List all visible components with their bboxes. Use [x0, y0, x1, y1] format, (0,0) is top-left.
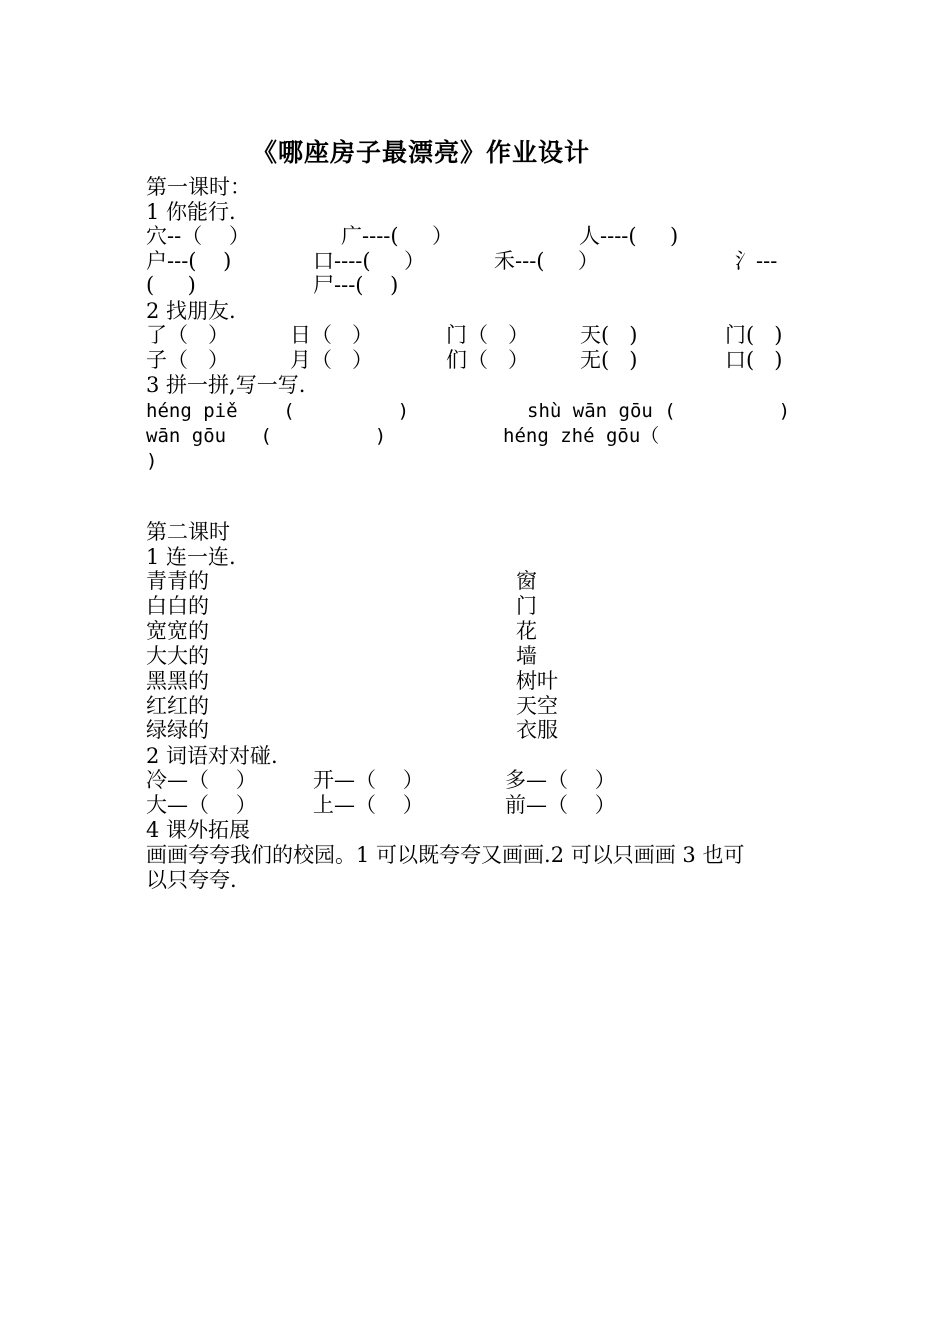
document-title: 《哪座房子最漂亮》作业设计 [252, 138, 591, 167]
lesson1-q2-label: 2 找朋友. [146, 299, 236, 323]
q3-pinyin-item: héng zhé gōu（ [503, 425, 660, 447]
antonym-item: 冷—（ ） [146, 768, 257, 792]
match-left-item: 绿绿的 [146, 718, 209, 742]
match-right-item: 门 [516, 594, 537, 618]
match-left-item: 黑黑的 [146, 669, 209, 693]
q2-item: 们（ ） [446, 348, 530, 372]
q3-pinyin-item: wān gōu ( ) [146, 425, 387, 447]
match-right-item: 花 [516, 619, 537, 643]
antonym-item: 上—（ ） [313, 793, 424, 817]
q1-item-kou: 口----( ） [313, 249, 425, 273]
q2-item: 日（ ） [290, 323, 374, 347]
match-right-item: 树叶 [516, 669, 558, 693]
lesson1-q3-label: 3 拼一拼,写一写. [146, 373, 306, 397]
match-left-item: 白白的 [146, 594, 209, 618]
q2-item: 了（ ） [146, 323, 230, 347]
match-left-item: 红红的 [146, 694, 209, 718]
antonym-item: 前—（ ） [505, 793, 616, 817]
match-left-item: 青青的 [146, 569, 209, 593]
lesson2-q1-label: 1 连一连. [146, 545, 236, 569]
q2-item: 子（ ） [146, 348, 230, 372]
q2-item: 天( ) [580, 323, 638, 347]
q1-item-shui-blank: ( ) [146, 273, 196, 297]
q2-item: 门( ) [725, 323, 783, 347]
q3-pinyin-item: shù wān gōu ( ) [527, 400, 791, 422]
q2-item: 无( ) [580, 348, 638, 372]
q1-item-hu: 户---( ) [146, 249, 232, 273]
q1-item-shi: 尸---( ) [313, 273, 399, 297]
match-left-item: 大大的 [146, 644, 209, 668]
lesson2-q4-label: 4 课外拓展 [146, 818, 251, 842]
lesson1-q1-label: 1 你能行. [146, 200, 236, 224]
match-right-item: 墙 [516, 644, 537, 668]
q2-item: 门（ ） [446, 323, 530, 347]
q2-item: 口( ) [725, 348, 783, 372]
q1-item-shui: 氵--- [735, 249, 778, 273]
lesson2-q4-text-line1: 画画夸夸我们的校园。1 可以既夸夸又画画.2 可以只画画 3 也可 [146, 843, 745, 867]
match-right-item: 衣服 [516, 718, 558, 742]
q1-item-xue: 穴--（ ） [146, 224, 250, 248]
q3-pinyin-close: ) [146, 450, 158, 472]
q1-item-guang: 广----( ） [341, 224, 453, 248]
match-right-item: 窗 [516, 569, 537, 593]
lesson1-heading: 第一课时： [146, 175, 251, 199]
match-left-item: 宽宽的 [146, 619, 209, 643]
antonym-item: 多—（ ） [505, 768, 616, 792]
lesson2-q2-label: 2 词语对对碰. [146, 744, 278, 768]
q3-pinyin-item: héng piě ( ) [146, 400, 410, 422]
match-right-item: 天空 [516, 694, 558, 718]
lesson2-heading: 第二课时 [146, 520, 230, 544]
q1-item-he: 禾---( ） [494, 249, 599, 273]
lesson2-q4-text-line2: 以只夸夸. [146, 868, 237, 892]
antonym-item: 大—（ ） [146, 793, 257, 817]
q1-item-ren: 人----( ) [579, 224, 679, 248]
q2-item: 月（ ） [290, 348, 374, 372]
antonym-item: 开—（ ） [313, 768, 424, 792]
